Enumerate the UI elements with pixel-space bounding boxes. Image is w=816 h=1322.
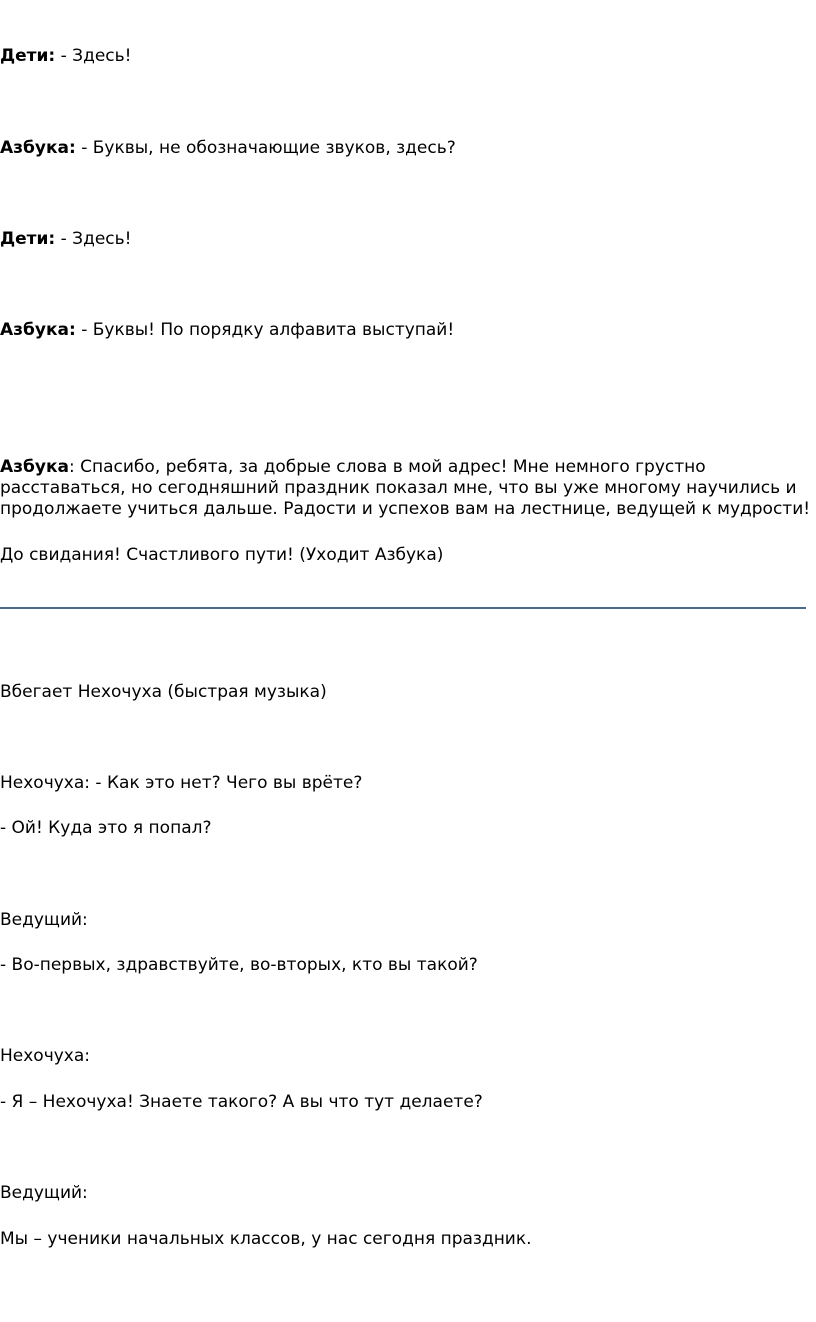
speaker-label: Азбука:: [0, 320, 76, 340]
speaker-line: Ведущий:: [0, 910, 88, 930]
farewell-paragraph: [0, 457, 816, 520]
horizontal-divider: [0, 607, 806, 609]
dialogue-line: [0, 320, 454, 341]
dialogue-line: [0, 46, 131, 67]
dialogue-line: - Я – Нехочуха! Знаете такого? А вы что тут делаете?: [0, 1092, 483, 1112]
speaker-label: Дети:: [0, 229, 56, 249]
dialogue-line: [0, 138, 456, 159]
line-text: - Здесь!: [55, 229, 132, 249]
speaker-label: Азбука: [0, 457, 69, 477]
stage-direction: Вбегает Нехочуха (быстрая музыка): [0, 682, 327, 702]
dialogue-line: Нехочуха: - Как это нет? Чего вы врёте?: [0, 773, 363, 793]
speaker-label: Азбука:: [0, 138, 76, 158]
dialogue-line: - Ой! Куда это я попал?: [0, 818, 212, 838]
speaker-line: Нехочуха:: [0, 1046, 91, 1066]
exit-line: До свидания! Счастливого пути! (Уходит Азбука): [0, 545, 444, 565]
dialogue-line: Мы – ученики начальных классов, у нас сегодня праздник.: [0, 1229, 532, 1249]
farewell-text: : Спасибо, ребята, за добрые слова в мой адрес! Мне немного грустно расставаться, но сегодняшний праздник показал мне, что вы уже многому научились и продолжаете учиться дальше. Радости и успехов вам на лестнице, ведущей к мудрости!: [0, 457, 811, 519]
line-text: - Буквы! По порядку алфавита выступай!: [75, 320, 455, 340]
speaker-line: Ведущий:: [0, 1183, 88, 1203]
line-text: - Здесь!: [55, 46, 132, 66]
dialogue-line: [0, 229, 131, 250]
speaker-label: Дети:: [0, 46, 56, 66]
dialogue-line: - Во-первых, здравствуйте, во-вторых, кто вы такой?: [0, 955, 478, 975]
line-text: - Буквы, не обозначающие звуков, здесь?: [75, 138, 456, 158]
